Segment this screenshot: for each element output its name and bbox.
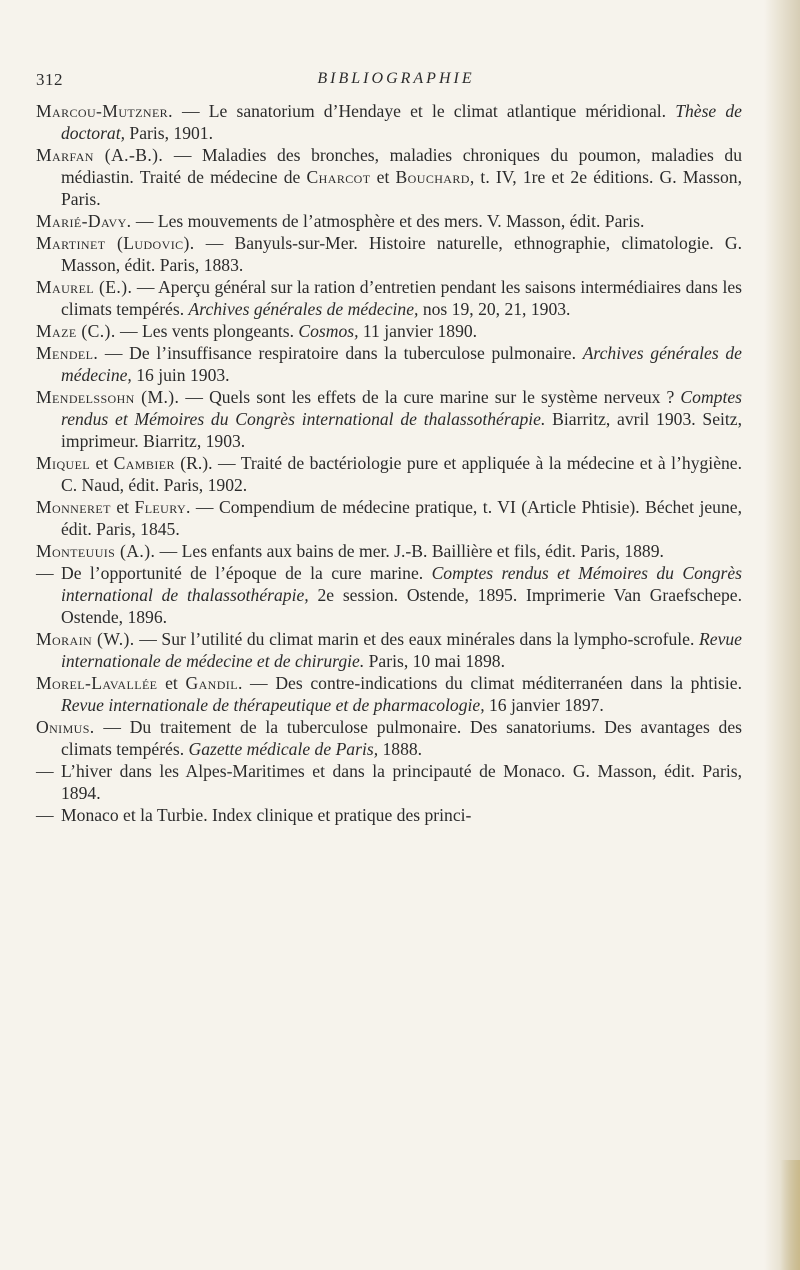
entry-text: 1888. [378, 739, 423, 759]
entry-text: — Maladies des bronches, maladies chroniques du poumon, maladies du médiastin. Traité de médecine de [61, 145, 742, 187]
bibliography-entry [36, 804, 742, 826]
entry-author: Cambier [113, 453, 175, 473]
entry-text: — Le sanatorium d’Hendaye et le climat atlantique méridional. [172, 101, 676, 121]
entry-text: Paris, 10 mai 1898. [364, 651, 505, 671]
entry-author: Miquel [36, 453, 91, 473]
bibliography-entry [36, 452, 742, 496]
entry-author: Bouchard [395, 167, 470, 187]
bibliography-entry [36, 496, 742, 540]
ditto-dash: — [36, 761, 54, 781]
bibliography-entry [36, 342, 742, 386]
entry-title: Comptes rendus et Mémoires du Congrès international de thalassothérapie, [61, 563, 743, 605]
entry-text: 16 juin 1903. [131, 365, 230, 385]
entry-author: Fleury [134, 497, 187, 517]
entry-text: — Les enfants aux bains de mer. J.-B. Baillière et fils, édit. Paris, 1889. [155, 541, 664, 561]
entry-author: Gandil [185, 673, 238, 693]
entry-text: 11 janvier 1890. [358, 321, 478, 341]
entry-text: — De l’insuffisance respiratoire dans la tuberculose pulmonaire. [98, 343, 583, 363]
entry-title: Comptes rendus et Mémoires du Congrès international de thalassothérapie. [61, 387, 742, 429]
entry-title: Revue internationale de thérapeutique et de pharmacologie, [61, 695, 485, 715]
entry-text: Biarritz, avril 1903. Seitz, imprimeur. Biarritz, 1903. [61, 409, 742, 451]
entry-title: Archives générales de médecine, [188, 299, 419, 319]
bibliography-entry [36, 320, 742, 342]
bibliography-entry [36, 210, 742, 232]
entry-title: Revue internationale de médecine et de chirurgie. [61, 629, 742, 671]
entry-title: Archives générales de médecine, [61, 343, 742, 385]
entry-text: , t. IV, 1re et 2e éditions. G. Masson, Paris. [61, 167, 743, 209]
entry-text: . — Compendium de médecine pratique, t. VI (Article Phtisie). Béchet jeune, édit. Paris, 1845. [61, 497, 742, 539]
page-edge-shadow [764, 0, 800, 1270]
entry-text: — Les mouvements de l’atmosphère et des mers. V. Masson, édit. Paris. [131, 211, 645, 231]
entry-text: et [90, 453, 114, 473]
entry-text: — Sur l’utilité du climat marin et des eaux minérales dans la lympho-scrofule. [134, 629, 700, 649]
bibliography-entry [36, 386, 742, 452]
bibliography-list [36, 100, 742, 826]
entry-author: Maze (C.). [36, 321, 116, 341]
entry-author: Mendel. [36, 343, 99, 363]
entry-text: Monaco et la Turbie. Index clinique et pratique des princi- [61, 805, 472, 825]
bibliography-entry [36, 562, 742, 628]
entry-text: De l’opportunité de l’époque de la cure marine. [61, 563, 432, 583]
entry-author: Monteuuis (A.). [36, 541, 156, 561]
bibliography-entry [36, 716, 742, 760]
entry-title: Cosmos, [298, 321, 359, 341]
page-header [36, 70, 756, 98]
entry-title: Gazette médicale de Paris, [188, 739, 379, 759]
entry-text: — Quels sont les effets de la cure marine sur le système nerveux ? [179, 387, 681, 407]
entry-text: — Banyuls-sur-Mer. Histoire naturelle, ethnographie, climatologie. G. Masson, édit. Paris, 1883. [61, 233, 742, 275]
entry-text: 2e session. Ostende, 1895. Imprimerie Van Graefschepe. Ostende, 1896. [61, 585, 743, 627]
entry-text: . — Des contre-indications du climat méditerranéen dans la phtisie. [237, 673, 742, 693]
entry-author: Morain (W.). [36, 629, 135, 649]
entry-text: — Du traitement de la tuberculose pulmonaire. Des sanatoriums. Des avantages des climats tempérés. [61, 717, 742, 759]
entry-author: Martinet (Ludovic). [36, 233, 195, 253]
entry-text: — Les vents plongeants. [115, 321, 299, 341]
bibliography-entry [36, 760, 742, 804]
entry-author: Monneret [36, 497, 111, 517]
entry-text: — Aperçu général sur la ration d’entretien pendant les saisons intermédiaires dans les climats tempérés. [61, 277, 742, 319]
entry-text: et [110, 497, 135, 517]
entry-author: Maurel (E.). [36, 277, 133, 297]
entry-text: Paris, 1901. [125, 123, 213, 143]
bibliography-entry [36, 540, 742, 562]
entry-text: et [370, 167, 396, 187]
page-number: 312 [36, 70, 63, 89]
bibliography-entry [36, 144, 742, 210]
bibliography-entry [36, 276, 742, 320]
bibliography-entry [36, 100, 742, 144]
entry-author: Marcou-Mutzner. [36, 101, 173, 121]
bibliography-entry [36, 628, 742, 672]
entry-author: Charcot [306, 167, 371, 187]
bibliography-entry [36, 672, 742, 716]
running-title: BIBLIOGRAPHIE [317, 70, 475, 87]
ditto-dash: — [36, 563, 54, 583]
entry-text: 16 janvier 1897. [484, 695, 604, 715]
entry-author: Marié-Davy. [36, 211, 132, 231]
page-corner-stain [780, 1160, 800, 1270]
entry-author: Mendelssohn (M.). [36, 387, 180, 407]
entry-text: L’hiver dans les Alpes-Maritimes et dans la principauté de Monaco. G. Masson, édit. Paris, 1894. [61, 761, 742, 803]
entry-author: Marfan (A.-B.). [36, 145, 164, 165]
entry-text: nos 19, 20, 21, 1903. [418, 299, 571, 319]
ditto-dash: — [36, 805, 54, 825]
entry-author: Morel-Lavallée [36, 673, 158, 693]
entry-author: Onimus. [36, 717, 95, 737]
entry-text: (R.). — Traité de bactériologie pure et appliquée à la médecine et à l’hygiène. C. Naud, édit. Paris, 1902. [61, 453, 743, 495]
bibliography-entry [36, 232, 742, 276]
entry-text: et [157, 673, 186, 693]
entry-title: Thèse de doctorat, [61, 101, 742, 143]
